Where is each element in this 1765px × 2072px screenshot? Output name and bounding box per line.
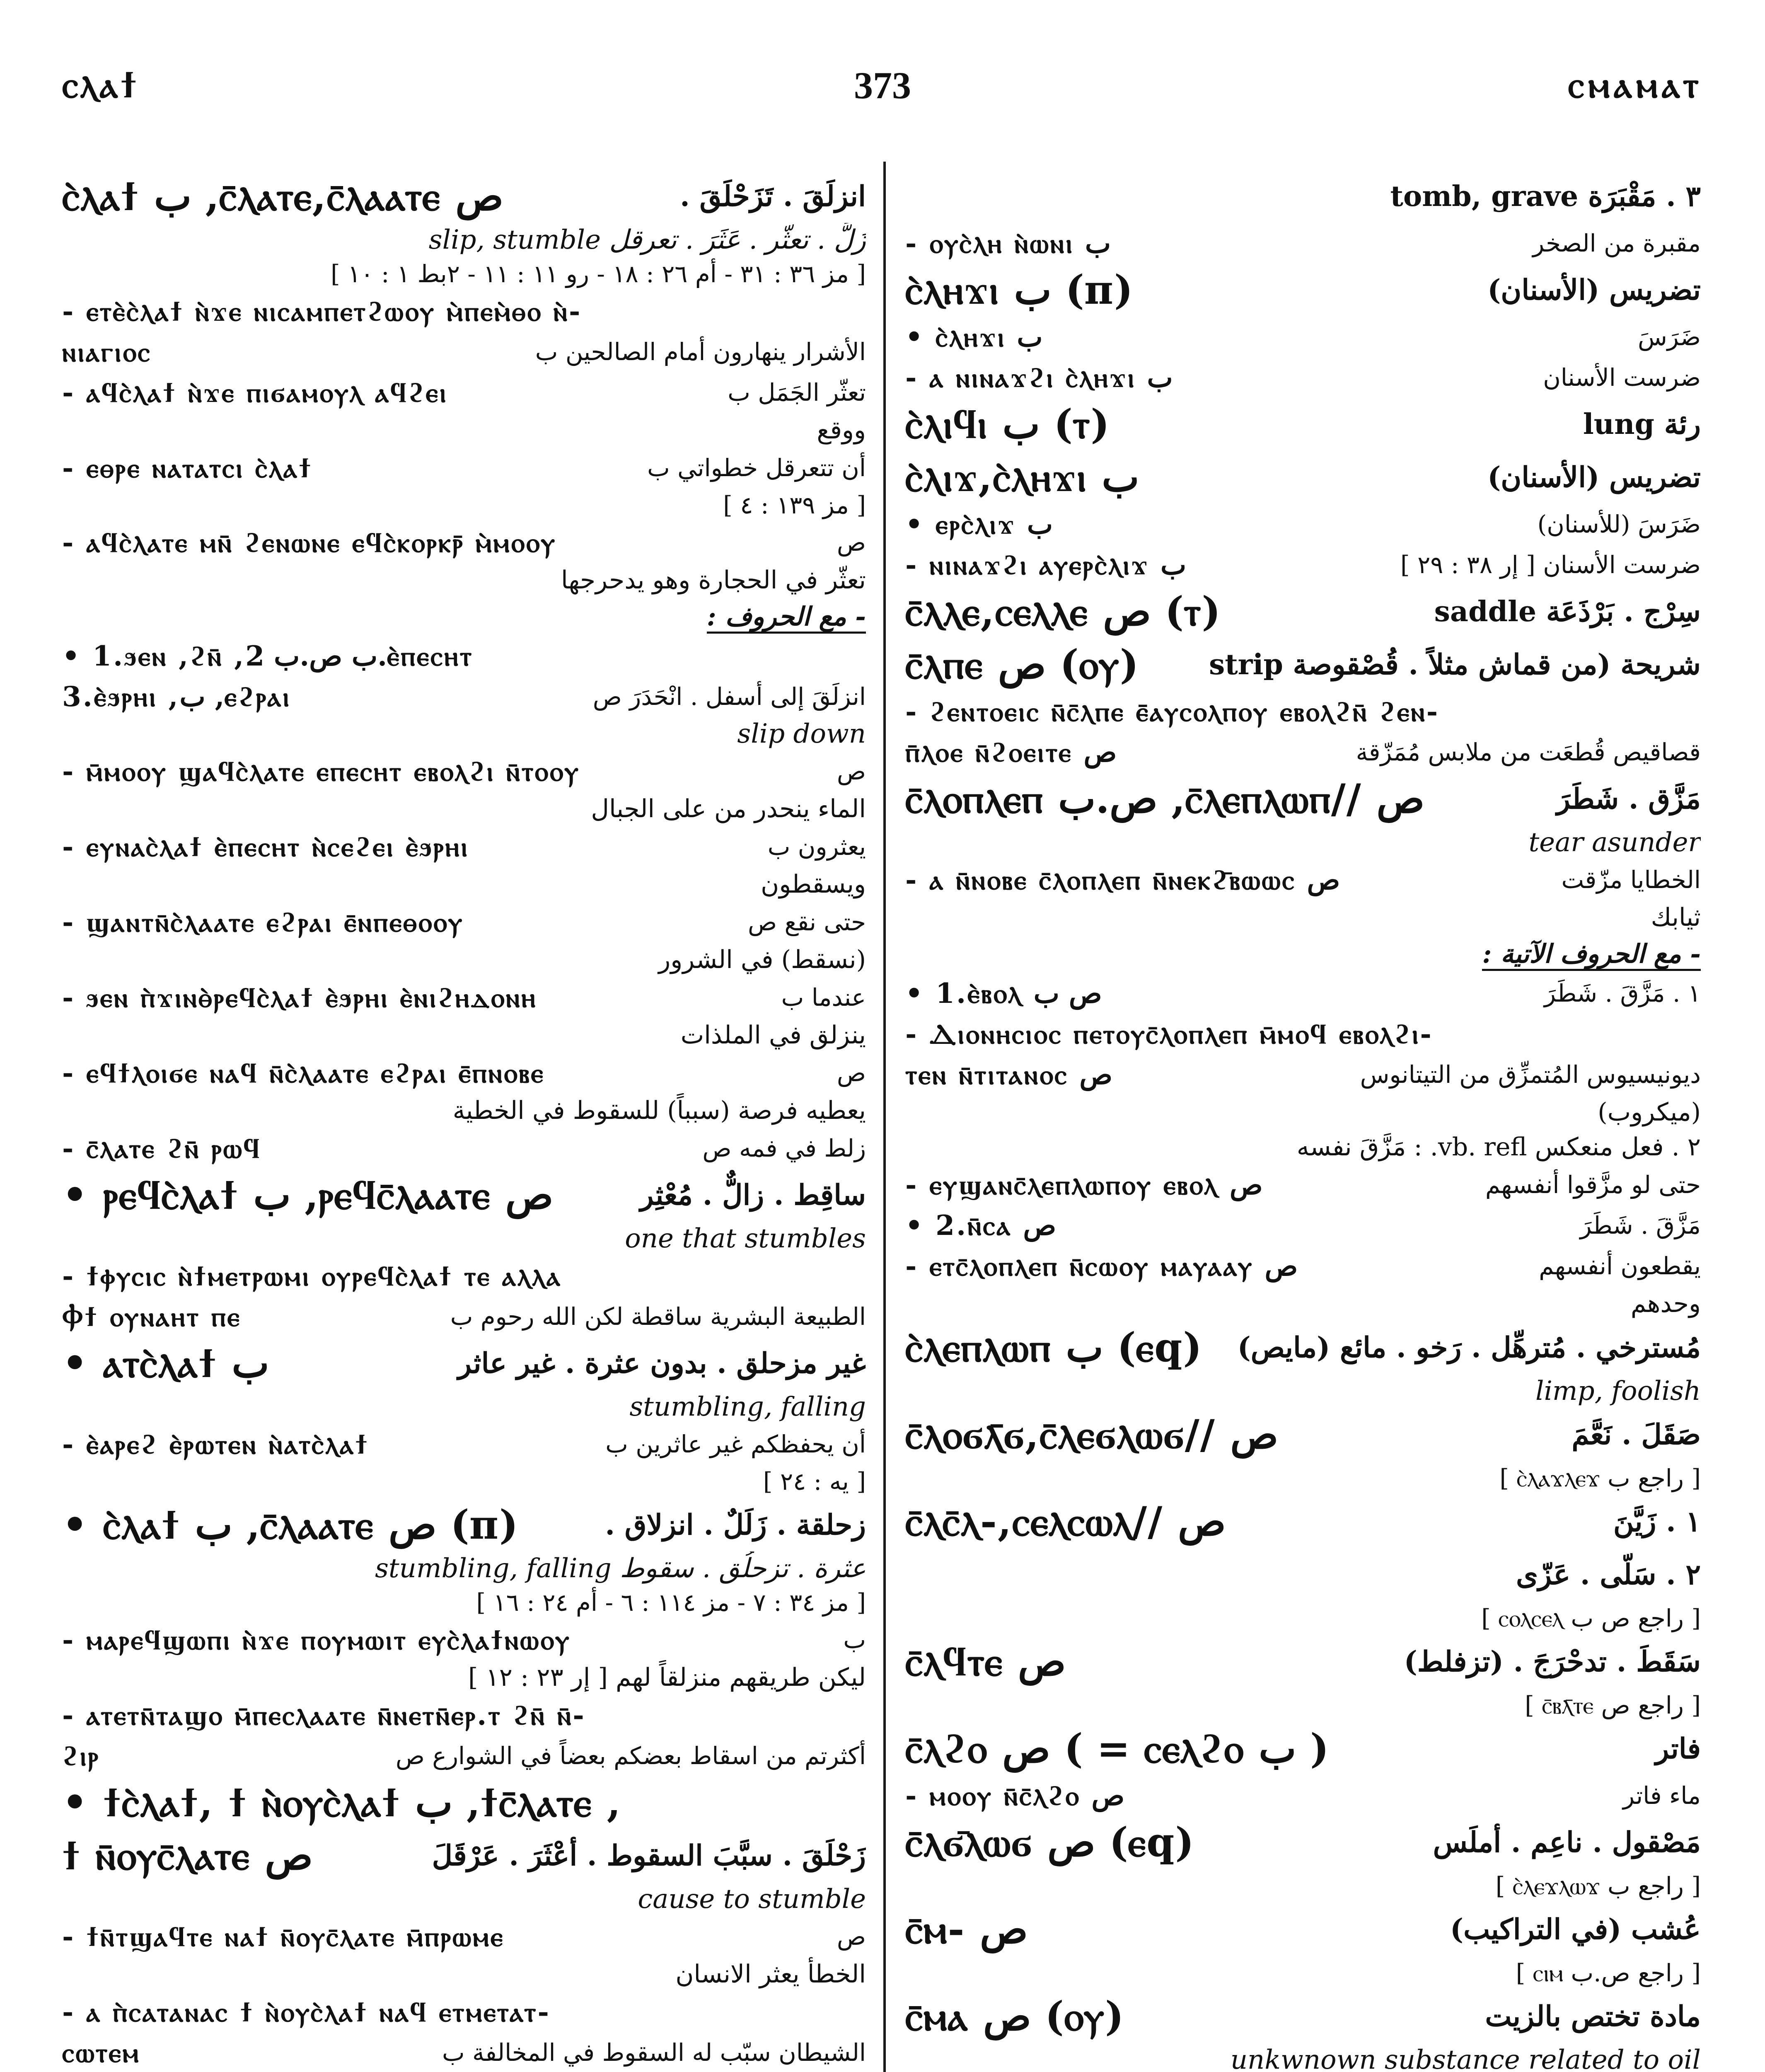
section-heading-text: - مع الحروف الآتية : [1482,939,1701,971]
reference-line: [ راجع ص ⲥ̄ⲃⲗ̄ⲧⲉ ] [1525,1691,1701,1719]
arabic-translation: الطبيعة البشرية ساقطة لكن الله رحوم ب [450,1302,866,1331]
column-divider [883,162,886,2072]
example-line [62,1256,866,1296]
coptic-example: - ⲙⲟⲟⲩ ⲛ̄ⲥ̄ⲗϩⲟ ص [905,1779,1125,1812]
coptic-headword: ⲥ̄ⲙ- ص [905,1906,1028,1953]
reference-line: [ مز ٣٤ : ٧ - مز ١١٤ : ٦ - أم ٢٤ : ١٦ ] [476,1588,866,1617]
coptic-headword: • ϯⲥ̀ⲗⲁϯ, ϯ ⲛ̀ⲟⲩⲥ̀ⲗⲁϯ ب ,ϯⲥ̄ⲗⲁⲧⲉ , [62,1779,621,1826]
coptic-example: - ⲉⲧⲉ̀ⲥ̀ⲗⲁϯ ⲛ̀ϫⲉ ⲛⲓⲥⲁⲙⲡⲉⲧϩⲱⲟⲩ ⲙ̀ⲡⲉⲙ̀ⲑⲟ ⲛ̀- [62,295,582,327]
right-column [905,170,1701,2072]
arabic-translation: حتى لو مزَّقوا أنفسهم [1485,1171,1701,1199]
coptic-example: - ⲁ ⲡ̀ⲥⲁⲧⲁⲛⲁⲥ ϯ ⲛ̀ⲟⲩⲥ̀ⲗⲁϯ ⲛⲁϥ ⲉⲧⲙⲉⲧⲁⲧ- [62,1996,551,2028]
coptic-example: Ⲫϯ ⲟⲩⲛⲁⲏⲧ ⲡⲉ [62,1300,241,1333]
example-line [62,1296,866,1337]
coptic-headword: ϯ ⲛ̄ⲟⲩⲥ̄ⲗⲁⲧⲉ ص [62,1832,313,1879]
example-line [905,732,1701,772]
coptic-example: - ⲙⲁⲣⲉϥϣⲱⲡⲓ ⲛ̀ϫⲉ ⲡⲟⲩⲙⲱⲓⲧ ⲉⲩⲥ̀ⲗⲁϯⲛⲱⲟⲩ [62,1624,571,1656]
example-line [905,691,1701,732]
arabic-translation: زلط في فمه ص [702,1134,866,1162]
example-line [62,902,866,942]
example-line [62,332,866,372]
arabic-translation: تعثّر الجَمَل ب [728,378,866,407]
arabic-translation: أن تتعرقل خطواتي ب [647,454,866,482]
coptic-example: - ⲁⲧⲉⲧⲛ̄ⲧⲁϣⲟ ⲙ̄ⲡⲉⲥⲗⲁⲁⲧⲉ ⲛ̄ⲛⲉⲧⲛ̄ⲉⲣ.ⲧ ϩⲛ̄ ⲛ̄- [62,1699,586,1731]
example-line [905,504,1701,545]
coptic-headword: ⲥ̄ⲗⲟϭⲗ̄ϭ,ⲥ̄ⲗⲉϭⲗⲱϭ// ص [905,1411,1279,1458]
coptic-example: - Ⲇⲓⲟⲛⲏⲥⲓⲟⲥ ⲡⲉⲧⲟⲩⲥ̄ⲗⲟⲡⲗⲉⲡ ⲙ̄ⲙⲟϥ ⲉⲃⲟⲗϩⲓ- [905,1018,1433,1050]
coptic-example: ⲧⲉⲛ ⲛ̄ⲧⲓⲧⲁⲛⲟⲥ ص [905,1058,1113,1091]
coptic-headword: • ⲣⲉϥⲥ̀ⲗⲁϯ ب ,ⲣⲉϥⲥ̄ⲗⲁⲁⲧⲉ ص [62,1172,554,1218]
coptic-example: - ⲉⲩϣⲁⲛⲥ̄ⲗⲉⲡⲗⲱⲡⲟⲩ ⲉⲃⲟⲗ ص [905,1169,1263,1201]
lemma-entry [62,1829,866,1882]
coptic-example: - ⲟⲩⲥ̀ⲗⲏ ⲛ̀ⲱⲛⲓ ب [905,227,1111,259]
coptic-headword: • ⲥ̀ⲗⲁϯ ب ,ⲥ̄ⲗⲁⲁⲧⲉ ص (π) [62,1501,518,1548]
english-gloss: stumbling, falling [629,1392,866,1422]
coptic-headword: ⲥ̄ⲗϥⲧⲉ ص [905,1638,1066,1685]
arabic-translation: ١ . مَزَّقَ . شَطَرَ [1544,979,1701,1007]
example-line [905,973,1701,1014]
arabic-gloss: زَحْلَقَ . سبَّبَ السقوط . أعْثَرَ . عَرْقَلَ [432,1839,866,1872]
arabic-line: تعثّر في الحجارة وهو يدحرجها [561,566,866,595]
lemma-entry [62,1169,866,1222]
arabic-line: ليكن طريقهم منزلقاً لهم [ إر ٢٣ : ١٢ ] [468,1663,866,1692]
example-line [905,545,1701,585]
coptic-example: - ⲁ ⲛ̄ⲛⲟⲃⲉ ⲥ̄ⲗⲟⲡⲗⲉⲡ ⲛ̄ⲛⲉⲕϩ̄ⲃⲱⲱⲥ ص [905,864,1340,896]
coptic-headword: ⲥ̄ⲗϩⲟ ص ( = ⲥⲉⲗϩⲟ ب ) [905,1725,1329,1772]
arabic-translation: ماء فاتر [1623,1782,1701,1810]
coptic-example: ⲥⲱⲧⲉⲙ [62,2036,140,2069]
arabic-gloss: مَصْقول . ناعِم . أملَس [1433,1826,1701,1859]
coptic-example: • 1.ϧⲉⲛ ,ϩⲛ̄ ,ب ص.ب 2.ⲉ̀ⲡⲉⲥⲏⲧ [62,640,474,672]
arabic-gloss: صَقَلَ . نَعَّمَ [1572,1418,1701,1451]
lemma-entry [905,398,1701,451]
arabic-translation: انزلَقَ إلى أسفل . انْحَدَرَ ص [592,683,866,711]
coptic-headword: ⲥ̄ⲗⲗⲉ,ⲥⲉⲗⲗⲉ ص (ⲧ) [905,588,1221,635]
example-line [62,751,866,792]
lemma-entry [905,451,1701,504]
arabic-gloss: شريحة (من قماش مثلاً . قُصْقوصة strip [1209,648,1701,681]
section-heading [62,598,866,636]
coptic-example: ⲡ̄ⲗⲟⲉ ⲛ̄ϩⲟⲉⲓⲧⲉ ص [905,736,1117,768]
arabic-line: (نسقط) في الشرور [658,945,866,974]
arabic-gloss: زحلقة . زَلَلٌ . انزلاق . [605,1508,866,1542]
arabic-translation: ضَرَسَ [1637,323,1701,351]
arabic-gloss: ١ . زَيَّنَ [1613,1505,1701,1538]
coptic-example: ϩⲓⲣ [62,1740,100,1772]
page-number: 373 [854,64,911,107]
arabic-gloss: مَزَّق . شَطَرَ [1556,782,1701,816]
coptic-example: • 2.ⲛ̄ⲥⲁ ص [905,1209,1057,1242]
example-line [905,1054,1701,1095]
arabic-translation: مقبرة من الصخر [1533,229,1701,257]
example-line [905,1164,1701,1205]
arabic-gloss: مُسترخي . مُترهِّل . رَخو . مائع (مايص) [1237,1331,1701,1364]
coptic-example: - ⲁ ⲛⲓⲛⲁϫϩⲓ ⲥ̀ⲗⲏϫⲓ ب [905,361,1173,394]
lemma-entry [905,1408,1701,1461]
lemma-entry [905,264,1701,317]
arabic-line: يعطيه فرصة (سبباً) للسقوط في الخطية [452,1096,866,1125]
coptic-headword: ⲥ̀ⲗⲁϯ ب ,ⲥ̄ⲗⲁⲧⲉ,ⲥ̄ⲗⲁⲁⲧⲉ ص [62,173,504,220]
example-line [62,1736,866,1776]
coptic-example: - ⲁϥⲥ̀ⲗⲁϯ ⲛ̀ϫⲉ ⲡⲓϭⲁⲙⲟⲩⲗ ⲁϥϩⲉⲓ [62,376,448,409]
lemma-entry [905,1321,1701,1374]
arabic-translation: قصاقيص قُطعَت من ملابس مُمَزّقة [1356,738,1701,766]
arabic-line: وحدهم [1630,1289,1701,1318]
english-gloss: limp, foolish [1535,1376,1701,1406]
coptic-example: - ϯⲫⲩⲥⲓⲥ ⲛ̀ϯⲙⲉⲧⲣⲱⲙⲓ ⲟⲩⲣⲉϥⲥ̀ⲗⲁϯ ⲧⲉ ⲁⲗⲗⲁ [62,1260,562,1292]
reference-line: [ راجع ب ⲥ̀ⲗⲁϫⲗⲉϫ ] [1499,1464,1701,1492]
english-gloss: cause to stumble [638,1884,866,1915]
coptic-headword: ⲥ̀ⲗⲓϫ,ⲥ̀ⲗⲏϫⲓ ب [905,454,1139,501]
coptic-example: - ⲉⲧⲥ̄ⲗⲟⲡⲗⲉⲡ ⲛ̄ⲥⲱⲟⲩ ⲙⲁⲩⲁⲁⲩ ص [905,1250,1298,1282]
lemma-entry [905,1548,1701,1601]
example-line [62,977,866,1018]
arabic-translation: الخطايا مزّقت [1561,866,1701,894]
arabic-translation: مَزَّقَ . شَطَرَ [1580,1211,1701,1239]
example-line [62,826,866,867]
reference-line: [ يه : ٢٤ ] [763,1467,866,1496]
arabic-line: ينزلق في الملذات [680,1021,866,1050]
english-gloss: slip, stumble زَلَّ . تعثّر . عَثَرَ . تعرقل [428,225,866,255]
coptic-headword: ⲥ̄ⲙⲁ ص (ⲟⲩ) [905,1993,1124,2040]
example-line [62,1424,866,1464]
coptic-example: ⲛⲓⲁⲅⲓⲟⲥ [62,336,152,368]
arabic-translation: الشيطان سبّب له السقوط في المخالفة ب [442,2038,866,2067]
example-line [62,1916,866,1957]
arabic-gloss: انزلَقَ . تَزَحْلَقَ . [680,180,866,213]
coptic-headword: ⲥ̄ⲗⲥ̄ⲗ-,ⲥⲉⲗⲥⲱⲗ// ص [905,1498,1226,1545]
example-line [62,448,866,488]
arabic-translation: يعثرون ب [767,833,866,861]
coptic-example: • ⲥ̀ⲗⲏϫⲓ ب [905,321,1043,353]
lemma-entry [62,1498,866,1552]
coptic-example: • 1.ⲉ̀ⲃⲟⲗ ص ب [905,977,1102,1009]
example-line [905,1775,1701,1816]
arabic-translation: ص [837,757,866,785]
reference-line: [ راجع ص.ب ⲥⲓⲙ ] [1516,1959,1701,1987]
arabic-translation: ص [837,528,866,557]
reference-line: [ راجع ب ⲥ̀ⲗⲉϫⲗⲱϫ ] [1495,1872,1701,1900]
arabic-gloss: سَقَطَ . تدحْرَجَ . (تزفلط) [1404,1645,1701,1678]
coptic-example: - ⲉⲩⲛⲁⲥ̀ⲗⲁϯ ⲉ̀ⲡⲉⲥⲏⲧ ⲛ̀ⲥⲉϩⲉⲓ ⲉ̀ϧⲣⲏⲓ [62,830,469,863]
english-gloss: tear asunder [1528,827,1701,858]
example-line [62,1619,866,1660]
coptic-example: - ϣⲁⲛⲧⲛ̄ⲥ̀ⲗⲁⲁⲧⲉ ⲉϩⲣⲁⲓ ⲉ̄ⲛⲡⲉⲑⲟⲟⲩ [62,906,464,938]
lemma-entry [62,1337,866,1390]
english-gloss: unkwnown substance related to oil [1230,2045,1701,2072]
arabic-gloss: ٢ . سَلّى . عَزّى [1516,1558,1701,1591]
arabic-line: الخطأ يعثر الانسان [675,1960,866,1989]
example-line [62,676,866,717]
running-head-left: ⲥⲗⲁϯ [62,63,140,106]
example-line [62,1992,866,2032]
example-line [62,1053,866,1093]
example-line [62,1695,866,1736]
arabic-translation: ضرست الأسنان [ إر ٣٨ : ٢٩ ] [1400,551,1701,579]
arabic-translation: ص [837,1922,866,1951]
coptic-headword: ⲥ̄ⲗⲟⲡⲗⲉⲡ ص.ب ,ⲥ̄ⲗⲉⲡⲗⲱⲡ// ص [905,775,1425,822]
example-line [905,1014,1701,1054]
arabic-translation: أكثرتم من اسقاط بعضكم بعضاً في الشوارع ص [395,1742,866,1770]
example-line [905,1205,1701,1246]
arabic-translation: أن يحفظكم غير عاثرين ب [605,1430,866,1458]
example-line [905,1246,1701,1286]
arabic-translation: ضرست الأسنان [1543,363,1701,392]
running-head-right: ⲥⲙⲁⲙⲁⲧ [1568,63,1703,106]
lemma-entry [905,585,1701,638]
example-line [905,357,1701,398]
left-column [62,170,866,2072]
lemma-entry [905,1722,1701,1775]
example-line [62,372,866,413]
coptic-example: - ⲛⲓⲛⲁϫϩⲓ ⲁⲩⲉⲣⲥ̀ⲗⲓϫ ب [905,549,1187,581]
coptic-example: - ⲁϥⲥ̀ⲗⲁⲧⲉ ⲙⲛ̄ ϩⲉⲛⲱⲛⲉ ⲉϥⲥ̀ⲕⲟⲣⲕⲣ̄ ⲙ̀ⲙⲟⲟⲩ [62,526,557,559]
arabic-translation: ص [837,1059,866,1087]
reference-line: [ مز ٣٦ : ٣١ - أم ٢٦ : ١٨ - رو ١١ : ١١ - ٢بط ١ : ١٠ ] [331,260,866,288]
coptic-example: - ϧⲉⲛ ⲡ̀ϫⲓⲛⲑ̀ⲣⲉϥⲥ̀ⲗⲁϯ ⲉ̀ϧⲣⲏⲓ ⲉ̀ⲛⲓϩⲏⲇⲟⲛⲏ [62,981,537,1014]
lemma-entry [905,1903,1701,1956]
arabic-line: ٢ . فعل منعكس vb. refl. : مَزَّقَ نفسه [1296,1133,1701,1162]
coptic-example: 3.ⲉ̀ϧⲣⲏⲓ ,ب ,ⲉϩⲣⲁⲓ [62,680,291,713]
coptic-example: - ⲥ̄ⲗⲁⲧⲉ ϩⲛ̄ ⲣⲱϥ [62,1132,261,1164]
example-line [62,2032,866,2072]
arabic-translation: ضَرَسَ (للأسنان) [1537,510,1701,538]
coptic-example: • ⲉⲣⲥ̀ⲗⲓϫ ب [905,508,1053,540]
arabic-gloss: تضريس (الأسنان) [1487,461,1701,494]
arabic-gloss: فاتر [1655,1732,1701,1765]
arabic-gloss: غير مزحلق . بدون عثرة . غير عاثر [458,1347,866,1380]
arabic-translation: حتى نقع ص [747,908,866,936]
arabic-translation: عندما ب [781,983,866,1012]
coptic-example: - ⲉϥϯⲗⲟⲓϭⲉ ⲛⲁϥ ⲛ̄ⲥ̀ⲗⲁⲁⲧⲉ ⲉϩⲣⲁⲓ ⲉ̄ⲡⲛⲟⲃⲉ [62,1057,545,1089]
coptic-headword: ⲥ̀ⲗⲓϥⲓ ب (ⲧ) [905,401,1110,448]
example-line [62,1128,866,1169]
example-line [62,522,866,563]
arabic-gloss: ٣ . مَقْبَرَة tomb, grave [1390,180,1701,213]
coptic-example: - ⲙ̄ⲙⲟⲟⲩ ϣⲁϥⲥ̀ⲗⲁⲧⲉ ⲉⲡⲉⲥⲏⲧ ⲉⲃⲟⲗϩⲓ ⲛ̄ⲧⲟⲟⲩ [62,755,580,787]
reference-line: [ مز ١٣٩ : ٤ ] [723,491,866,519]
lemma-entry [905,1635,1701,1688]
english-gloss: slip down [737,719,866,749]
example-line [905,223,1701,264]
arabic-gloss: عُشب (في التراكيب) [1450,1913,1701,1946]
arabic-translation: ب [843,1626,866,1654]
example-line [62,636,866,676]
lemma-entry [905,170,1701,223]
arabic-gloss: تضريس (الأسنان) [1487,274,1701,307]
arabic-translation: الأشرار ينهارون أمام الصالحين ب [535,338,866,366]
lemma-entry [905,1495,1701,1548]
arabic-line: ووقع [817,416,866,445]
arabic-gloss: رئة lung [1583,408,1701,441]
section-heading [905,935,1701,973]
lemma-entry [905,1990,1701,2043]
coptic-example: - ⲉⲑⲣⲉ ⲛⲁⲧⲁⲧⲥⲓ ⲥ̀ⲗⲁϯ [62,452,313,484]
coptic-example: - ϩⲉⲛⲧⲟⲉⲓⲥ ⲛ̄ⲥ̄ⲗⲡⲉ ⲉ̄ⲁⲩⲥⲟⲗⲡⲟⲩ ⲉⲃⲟⲗϩⲛ̄ ϩⲉⲛ- [905,695,1440,728]
arabic-gloss: سِرْج . بَرْذَعَة saddle [1434,595,1701,628]
arabic-line: (ميكروب) [1598,1098,1701,1127]
arabic-gloss: ساقِط . زالٌّ . مُعْثِر [640,1179,866,1212]
arabic-line: ويسقطون [761,870,866,899]
coptic-example: - ⲉ̀ⲁⲣⲉϩ ⲉ̀ⲣⲱⲧⲉⲛ ⲛ̀ⲁⲧⲥ̀ⲗⲁϯ [62,1428,369,1460]
coptic-headword: ⲥ̄ⲗⲡⲉ ص (ⲟⲩ) [905,641,1139,688]
coptic-headword: ⲥ̀ⲗⲏϫⲓ ب (π) [905,266,1133,313]
lemma-entry [905,1816,1701,1869]
arabic-line: ثيابك [1651,903,1701,932]
arabic-translation: يقطعون أنفسهم [1539,1252,1701,1280]
lemma-entry [62,1776,866,1829]
english-gloss: one that stumbles [625,1223,866,1254]
lemma-entry [905,638,1701,691]
coptic-example: - ϯⲛ̄ⲧϣⲁϥⲧⲉ ⲛⲁϯ ⲛ̄ⲟⲩⲥ̄ⲗⲁⲧⲉ ⲙ̄ⲡⲣⲱⲙⲉ [62,1920,505,1953]
arabic-translation: ديونيسيوس المُتمزِّق من التيتانوس [1360,1060,1701,1089]
example-line [62,291,866,332]
coptic-headword: ⲥ̄ⲗϭ̄ⲗⲱϭ ص (ⲉq) [905,1819,1194,1866]
lemma-entry [905,772,1701,825]
section-heading-text: - مع الحروف : [707,601,866,634]
coptic-headword: ⲥ̀ⲗⲉⲡⲗⲱⲡ ب (ⲉq) [905,1324,1202,1371]
english-gloss: stumbling, falling عثرة . تزحلُق . سقوط [375,1553,866,1584]
lemma-entry [62,170,866,223]
arabic-line: الماء ينحدر من على الجبال [591,794,866,823]
example-line [905,859,1701,900]
coptic-headword: • ⲁⲧⲥ̀ⲗⲁϯ ب [62,1340,269,1387]
reference-line: [ راجع ص ب ⲥⲟⲗⲥⲉⲗ ] [1481,1604,1701,1632]
arabic-gloss: مادة تختص بالزيت [1485,2000,1701,2033]
example-line [905,317,1701,357]
